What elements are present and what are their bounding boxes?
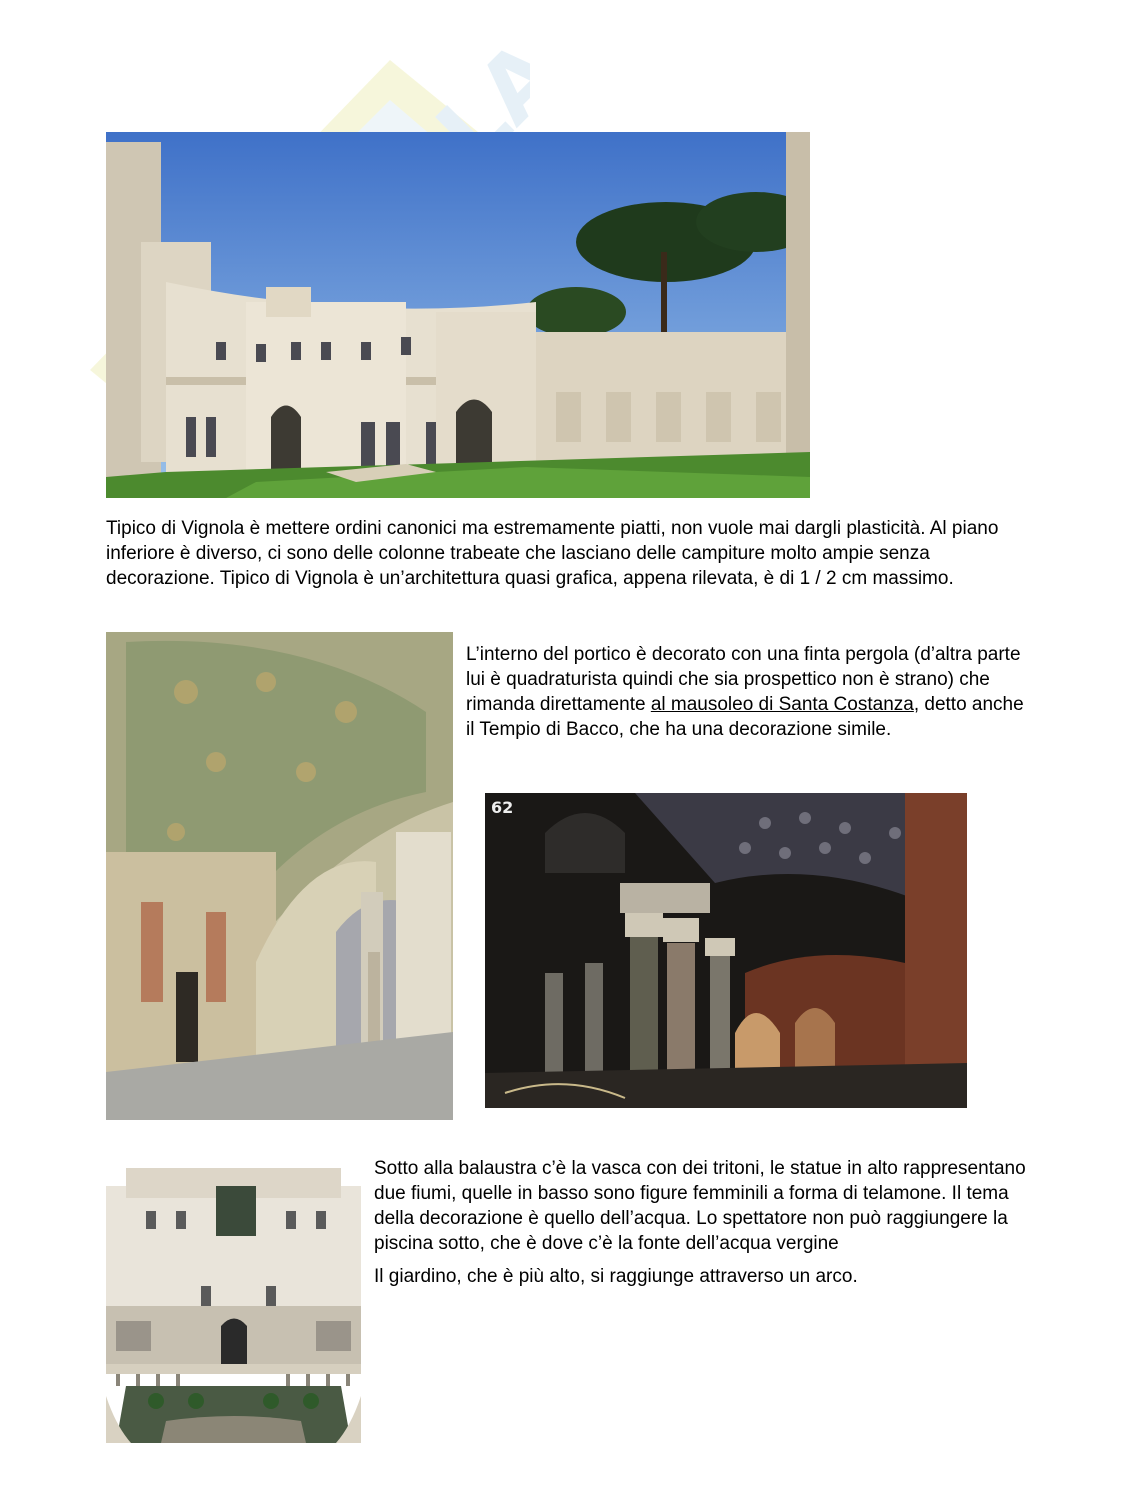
paragraph-portico-pergola xyxy=(466,642,1036,742)
photo-number-label: 62 xyxy=(491,798,514,817)
nymphaeum-text-block xyxy=(374,1156,1044,1289)
santa-costanza-photo xyxy=(485,793,967,1108)
paragraph-garden: Il giardino, che è più alto, si raggiunge attraverso un arco. xyxy=(374,1266,858,1287)
paragraph-portico-text-end: , detto anche il Tempio di Bacco, che ha una decorazione simile. xyxy=(466,694,1024,740)
paragraph-vignola-orders: Tipico di Vignola è mettere ordini canonici ma estremamente piatti, non vuole mai dargli plasticità. Al piano inferiore è diverso, ci sono delle colonne trabeate che lasciano delle campiture molto ampie senza decorazione. Tipico di Vignola è un’architettura quasi grafica, appena rilevata, è di 1 / 2 cm massimo. xyxy=(106,518,999,589)
santa-costanza-link[interactable]: al mausoleo di Santa Costanza xyxy=(650,694,914,715)
courtyard-photo xyxy=(106,132,810,498)
paragraph-portico-text: L’interno del portico è decorato con una finta pergola (d’altra parte lui è quadraturista quindi che sia prospettico non è strano) che rimanda direttamente xyxy=(466,644,1021,715)
nymphaeum-photo xyxy=(106,1156,361,1443)
paragraph-balustrade: Sotto alla balaustra c’è la vasca con dei tritoni, le statue in alto rappresentano due fiumi, quelle in basso sono figure femminili a forma di telamone. Il tema della decorazione è quello dell’acqua. Lo spettatore non può raggiungere la piscina sotto, che è dove c’è la fonte dell’acqua vergine xyxy=(374,1158,1026,1254)
portico-interior-photo xyxy=(106,632,453,1120)
